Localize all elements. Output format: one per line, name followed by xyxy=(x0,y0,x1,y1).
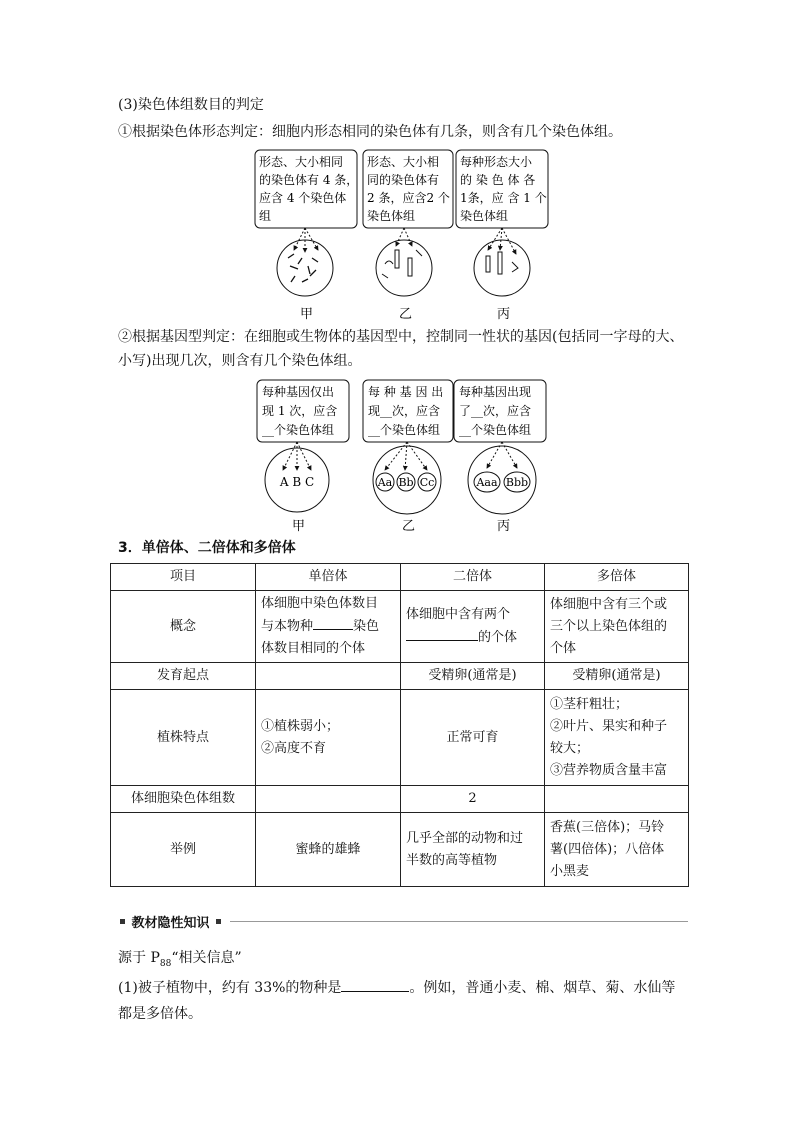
bullet-square xyxy=(216,919,221,924)
cell-text: 与本物种 xyxy=(261,619,314,634)
row-label: 发育起点 xyxy=(111,663,256,690)
header-cell: 二倍体 xyxy=(401,564,545,591)
gene-cell-bing xyxy=(468,442,536,514)
cell-line: 个体 xyxy=(550,640,577,656)
cell-text: 的个体 xyxy=(478,630,518,645)
question-1 xyxy=(118,977,675,998)
polyploid-traits xyxy=(545,690,689,786)
table-row-origin xyxy=(111,663,689,690)
cell-line: 几乎全部的动物和过 xyxy=(406,830,524,846)
method2-text-line2: 小写)出现几次，则含有几个染色体组。 xyxy=(118,353,362,369)
fig1-box2-line: 同的染色体有 xyxy=(367,173,440,187)
source-text: 源于 P xyxy=(118,950,160,966)
table-row-concept xyxy=(111,591,689,663)
fig1-box1-line: 的染色体有 4 条， xyxy=(259,173,359,187)
header-cell: 单倍体 xyxy=(256,564,401,591)
gene-cell-yi xyxy=(373,442,441,514)
cell-line: 体细胞中含有三个或 xyxy=(550,596,668,612)
cell-line: 较大； xyxy=(550,740,590,756)
polyploid-concept xyxy=(545,591,689,663)
cell-text: 染色 xyxy=(353,619,380,634)
cell-bing xyxy=(474,228,530,296)
method2-text-line1: ②根据基因型判定：在细胞或生物体的基因型中，控制同一性状的基因(包括同一字母的大、 xyxy=(118,329,684,345)
table-row-traits xyxy=(111,690,689,786)
diploid-sets: 2 xyxy=(401,786,545,813)
fig1-box-yi xyxy=(363,150,453,228)
fig1-box1-line: 应含 4 个染色体 xyxy=(259,191,347,205)
header-cell: 项目 xyxy=(111,564,256,591)
divider xyxy=(230,921,688,922)
fill-blank[interactable] xyxy=(313,615,353,630)
cell-jia xyxy=(277,228,333,296)
source-text: “相关信息” xyxy=(171,950,242,966)
table-heading: 3．单倍体、二倍体和多倍体 xyxy=(118,540,296,556)
cell-line: 体数目相同的个体 xyxy=(261,641,366,656)
genes-abc: A B C xyxy=(279,475,315,489)
fig2-box2-line: 每 种 基 因 出 xyxy=(368,385,444,399)
ploidy-table xyxy=(110,563,689,887)
cell-line: 体细胞中含有两个 xyxy=(406,607,511,622)
row-label: 体细胞染色体组数 xyxy=(111,786,256,813)
haploid-traits xyxy=(256,690,401,786)
label-jia: 甲 xyxy=(292,519,306,534)
fig2-box3-line: 了__次，应含 xyxy=(459,404,532,418)
fig1-box2-line: 染色体组 xyxy=(367,209,416,223)
fig1-box3-line: 的 染 色 体 各 xyxy=(460,173,536,187)
cell-line: ①茎秆粗壮； xyxy=(550,696,629,712)
cell-line: 体细胞中染色体数目 xyxy=(261,596,379,611)
cell-line: 香蕉(三倍体)；马铃 xyxy=(550,819,665,835)
diploid-example xyxy=(401,813,545,887)
row-label: 植株特点 xyxy=(111,690,256,786)
cell-line: ③营养物质含量丰富 xyxy=(550,762,668,778)
diploid-origin: 受精卵(通常是) xyxy=(401,663,545,690)
fig2-box1-line: __个染色体组 xyxy=(262,423,335,437)
polyploid-origin: 受精卵(通常是) xyxy=(545,663,689,690)
cell-line xyxy=(406,626,539,649)
fill-blank[interactable] xyxy=(341,977,409,992)
label-jia: 甲 xyxy=(300,307,314,322)
gene-cc: Cc xyxy=(419,476,435,489)
fig1-box-jia xyxy=(255,150,358,228)
fig1-box1-line: 组 xyxy=(259,209,272,223)
section-heading: (3)染色体组数目的判定 xyxy=(118,97,264,113)
source-page: 88 xyxy=(159,958,172,969)
q1-text: (1)被子植物中，约有 33%的物种是 xyxy=(118,980,342,996)
table-header-row xyxy=(111,564,689,591)
fig2-box-yi xyxy=(363,380,453,442)
chromosome-shape-figure xyxy=(250,146,550,324)
q1-text: 。例如，普通小麦、棉、烟草、菊、水仙等 xyxy=(409,980,676,996)
table-row-sets xyxy=(111,786,689,813)
haploid-example: 蜜蜂的雄蜂 xyxy=(256,813,401,887)
cell-line: ②叶片、果实和种子 xyxy=(550,718,668,734)
label-bing: 丙 xyxy=(497,519,511,534)
header-cell: 多倍体 xyxy=(545,564,689,591)
diploid-traits: 正常可育 xyxy=(401,690,545,786)
cell-line: ②高度不育 xyxy=(261,740,327,756)
fig2-box2-line: __个染色体组 xyxy=(368,423,441,437)
genotype-figure xyxy=(255,376,550,536)
fig2-box3-line: 每种基因出现 xyxy=(459,385,532,399)
fig2-box-jia xyxy=(257,380,349,442)
fig1-box3-line: 染色体组 xyxy=(460,209,509,223)
fig1-box2-line: 2 条，应含2 个 xyxy=(367,191,450,205)
cell-line xyxy=(261,615,395,638)
method1-text: ①根据染色体形态判定：细胞内形态相同的染色体有几条，则含有几个染色体组。 xyxy=(118,124,622,140)
fig2-box3-line: __个染色体组 xyxy=(459,423,532,437)
gene-bb: Bb xyxy=(398,476,414,489)
fig1-box2-line: 形态、大小相 xyxy=(367,155,440,169)
cell-line: 小黑麦 xyxy=(550,863,590,879)
fig1-box3-line: 每种形态大小 xyxy=(460,155,533,169)
fig1-box3-line: 1条，应 含 1 个 xyxy=(460,191,547,205)
fill-blank[interactable] xyxy=(406,626,478,641)
cell-line: ①植株弱小； xyxy=(261,718,340,734)
diploid-concept xyxy=(401,591,545,663)
cell-yi xyxy=(376,228,432,296)
haploid-concept xyxy=(256,591,401,663)
polyploid-example xyxy=(545,813,689,887)
fig2-box1-line: 现 1 次，应含 xyxy=(262,404,338,418)
polyploid-sets[interactable] xyxy=(545,786,689,813)
fig1-box1-line: 形态、大小相同 xyxy=(259,155,344,169)
label-yi: 乙 xyxy=(402,519,416,534)
cell-line: 三个以上染色体组的 xyxy=(550,618,668,634)
cell-line: 半数的高等植物 xyxy=(406,852,498,868)
section-title: 教材隐性知识 xyxy=(131,916,210,931)
row-label: 举例 xyxy=(111,813,256,887)
gene-aaa: Aaa xyxy=(476,476,498,489)
label-yi: 乙 xyxy=(399,307,413,322)
table-row-examples xyxy=(111,813,689,887)
fig1-box-bing xyxy=(456,150,548,228)
cell-line: 薯(四倍体)；八倍体 xyxy=(550,841,665,857)
fig2-box2-line: 现__次，应含 xyxy=(368,404,441,418)
haploid-sets[interactable] xyxy=(256,786,401,813)
fig2-box-bing xyxy=(454,380,546,442)
bullet-square xyxy=(120,919,125,924)
gene-bbb: Bbb xyxy=(505,476,529,489)
gene-aa: Aa xyxy=(377,476,393,489)
question-1-line2: 都是多倍体。 xyxy=(118,1006,202,1022)
hidden-knowledge-bar xyxy=(118,912,688,932)
row-label: 概念 xyxy=(111,591,256,663)
source-line xyxy=(118,948,242,974)
haploid-origin[interactable] xyxy=(256,663,401,690)
label-bing: 丙 xyxy=(497,307,511,322)
fig2-box1-line: 每种基因仅出 xyxy=(262,385,335,399)
gene-cell-jia xyxy=(265,442,329,512)
